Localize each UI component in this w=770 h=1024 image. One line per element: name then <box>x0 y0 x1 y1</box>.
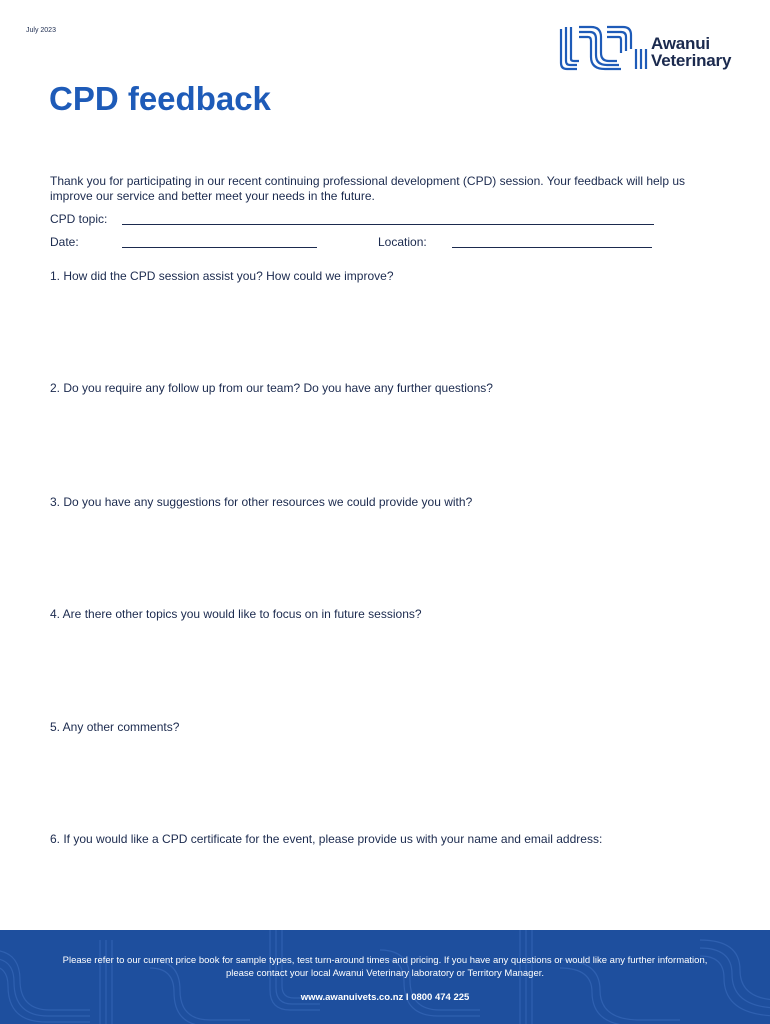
question-6: 6. If you would like a CPD certificate for the event, please provide us with your name and email address: <box>50 832 603 846</box>
awanui-logo <box>557 23 747 75</box>
date-stamp: July 2023 <box>26 27 56 34</box>
question-4: 4. Are there other topics you would like to focus on in future sessions? <box>50 607 422 621</box>
question-3: 3. Do you have any suggestions for other resources we could provide you with? <box>50 495 473 509</box>
cpd-topic-line[interactable] <box>122 212 654 225</box>
location-label: Location: <box>378 235 427 249</box>
date-line[interactable] <box>122 235 317 248</box>
footer-contact[interactable]: www.awanuivets.co.nz I 0800 474 225 <box>300 992 470 1003</box>
cpd-topic-label: CPD topic: <box>50 212 108 226</box>
logo-mark-icon <box>557 23 649 75</box>
footer <box>0 930 770 1024</box>
question-1: 1. How did the CPD session assist you? How could we improve? <box>50 269 394 283</box>
logo-wordmark <box>651 35 731 69</box>
page-title: CPD feedback <box>49 80 271 117</box>
date-label: Date: <box>50 235 79 249</box>
logo-line-2: Veterinary <box>651 51 732 70</box>
logo-line-1: Awanui <box>651 34 710 53</box>
intro-text: Thank you for participating in our recent continuing professional development (CPD) session. Your feedback will help us improve our service and better meet your needs in the future. <box>50 174 686 203</box>
location-line[interactable] <box>452 235 652 248</box>
footer-note: Please refer to our current price book for sample types, test turn-around times and pricing. If you have any questions or would like any further information, please contact your local Awanui Veterinary laboratory or Territory Manager. <box>62 955 708 979</box>
question-5: 5. Any other comments? <box>50 720 180 734</box>
question-2: 2. Do you require any follow up from our team? Do you have any further questions? <box>50 381 493 395</box>
